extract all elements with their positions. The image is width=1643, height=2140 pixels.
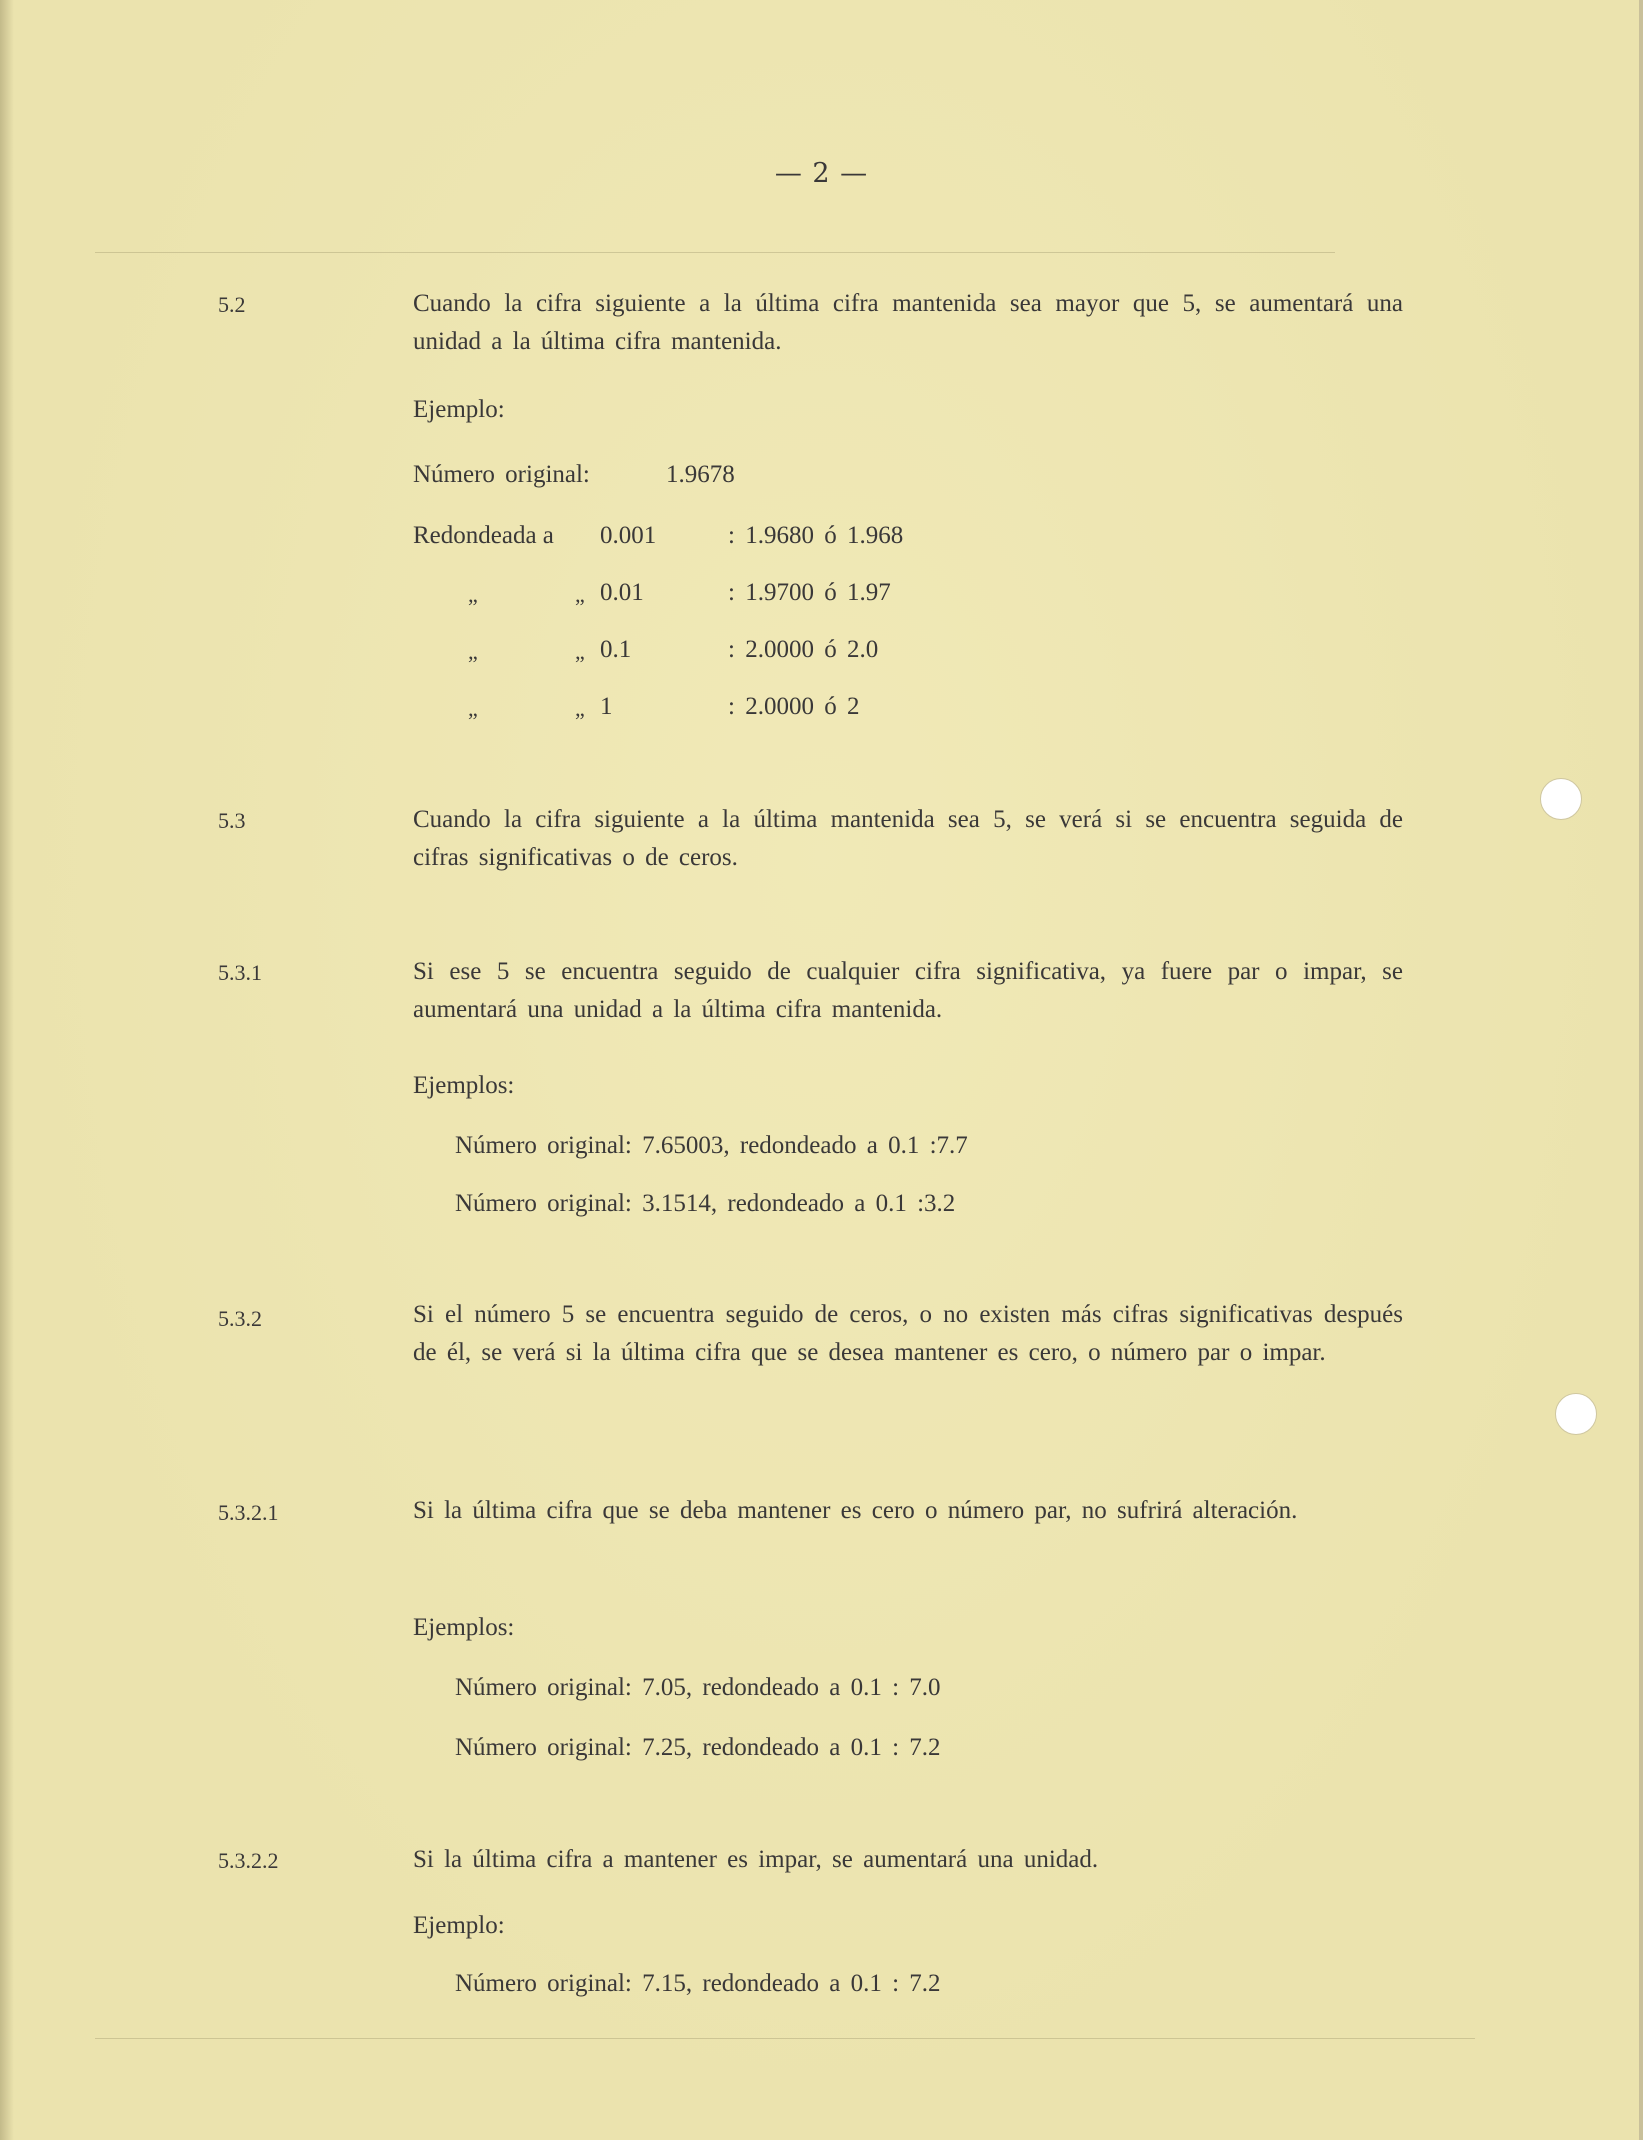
bleed-through-rule	[95, 252, 1335, 253]
ditto-mark: „	[468, 639, 478, 664]
bleed-through-rule	[95, 2038, 1475, 2039]
original-label-5-2: Número original:	[413, 461, 590, 488]
section-text-5-3: Cuando la cifra siguiente a la última mantenida sea 5, se verá si se encuentra seguida de cifras significativas o de ceros.	[413, 806, 1403, 871]
rounding-value: 0.01	[600, 579, 644, 606]
rounding-label: Redondeada a	[413, 522, 554, 549]
section-number-5-3-2-2: 5.3.2.2	[218, 1848, 279, 1873]
page-edge	[1639, 0, 1643, 2140]
section-text-5-2: Cuando la cifra siguiente a la última cifra mantenida sea mayor que 5, se aumentará una unidad a la última cifra mantenida.	[413, 290, 1403, 355]
section-number-5-3-2: 5.3.2	[218, 1306, 262, 1331]
original-value-5-2: 1.9678	[666, 461, 735, 488]
example-label-5-3-1: Ejemplos:	[413, 1072, 515, 1099]
rounding-value: 0.001	[600, 522, 657, 549]
page-number: — 2 —	[774, 158, 869, 189]
section-number-5-2: 5.2	[218, 292, 246, 317]
section-number-5-3-2-1: 5.3.2.1	[218, 1500, 279, 1525]
example-line: Número original: 3.1514, redondeado a 0.1 :3.2	[455, 1190, 956, 1217]
section-text-5-3-2-2: Si la última cifra a mantener es impar, se aumentará una unidad.	[413, 1846, 1099, 1873]
rounding-result: : 2.0000 ó 2.0	[728, 636, 879, 663]
ditto-mark: „	[575, 582, 585, 607]
section-text-5-3-1: Si ese 5 se encuentra seguido de cualquier cifra significativa, ya fuere par o impar, se aumentará una unidad a la última cifra mantenida.	[413, 958, 1403, 1023]
rounding-result: : 1.9680 ó 1.968	[728, 522, 904, 549]
rounding-value: 1	[600, 693, 613, 720]
section-text-5-3-2: Si el número 5 se encuentra seguido de ceros, o no existen más cifras significativas después de él, se verá si la última cifra que se desea mantener es cero, o número par o impar.	[413, 1301, 1403, 1366]
section-text-5-3-2-1: Si la última cifra que se deba mantener es cero o número par, no sufrirá alteración.	[413, 1497, 1298, 1524]
section-number-5-3-1: 5.3.1	[218, 960, 262, 985]
punch-hole	[1555, 1393, 1597, 1435]
ditto-mark: „	[468, 582, 478, 607]
example-line: Número original: 7.15, redondeado a 0.1 : 7.2	[455, 1970, 941, 1997]
example-label-5-3-2-1: Ejemplos:	[413, 1614, 515, 1641]
punch-hole	[1540, 778, 1582, 820]
example-label-5-3-2-2: Ejemplo:	[413, 1912, 505, 1939]
example-line: Número original: 7.65003, redondeado a 0.1 :7.7	[455, 1132, 968, 1159]
example-label-5-2: Ejemplo:	[413, 396, 505, 423]
ditto-mark: „	[575, 639, 585, 664]
section-number-5-3: 5.3	[218, 808, 246, 833]
rounding-value: 0.1	[600, 636, 632, 663]
ditto-mark: „	[575, 696, 585, 721]
rounding-result: : 1.9700 ó 1.97	[728, 579, 891, 606]
rounding-result: : 2.0000 ó 2	[728, 693, 860, 720]
ditto-mark: „	[468, 696, 478, 721]
example-line: Número original: 7.25, redondeado a 0.1 : 7.2	[455, 1734, 941, 1761]
example-line: Número original: 7.05, redondeado a 0.1 : 7.0	[455, 1674, 941, 1701]
